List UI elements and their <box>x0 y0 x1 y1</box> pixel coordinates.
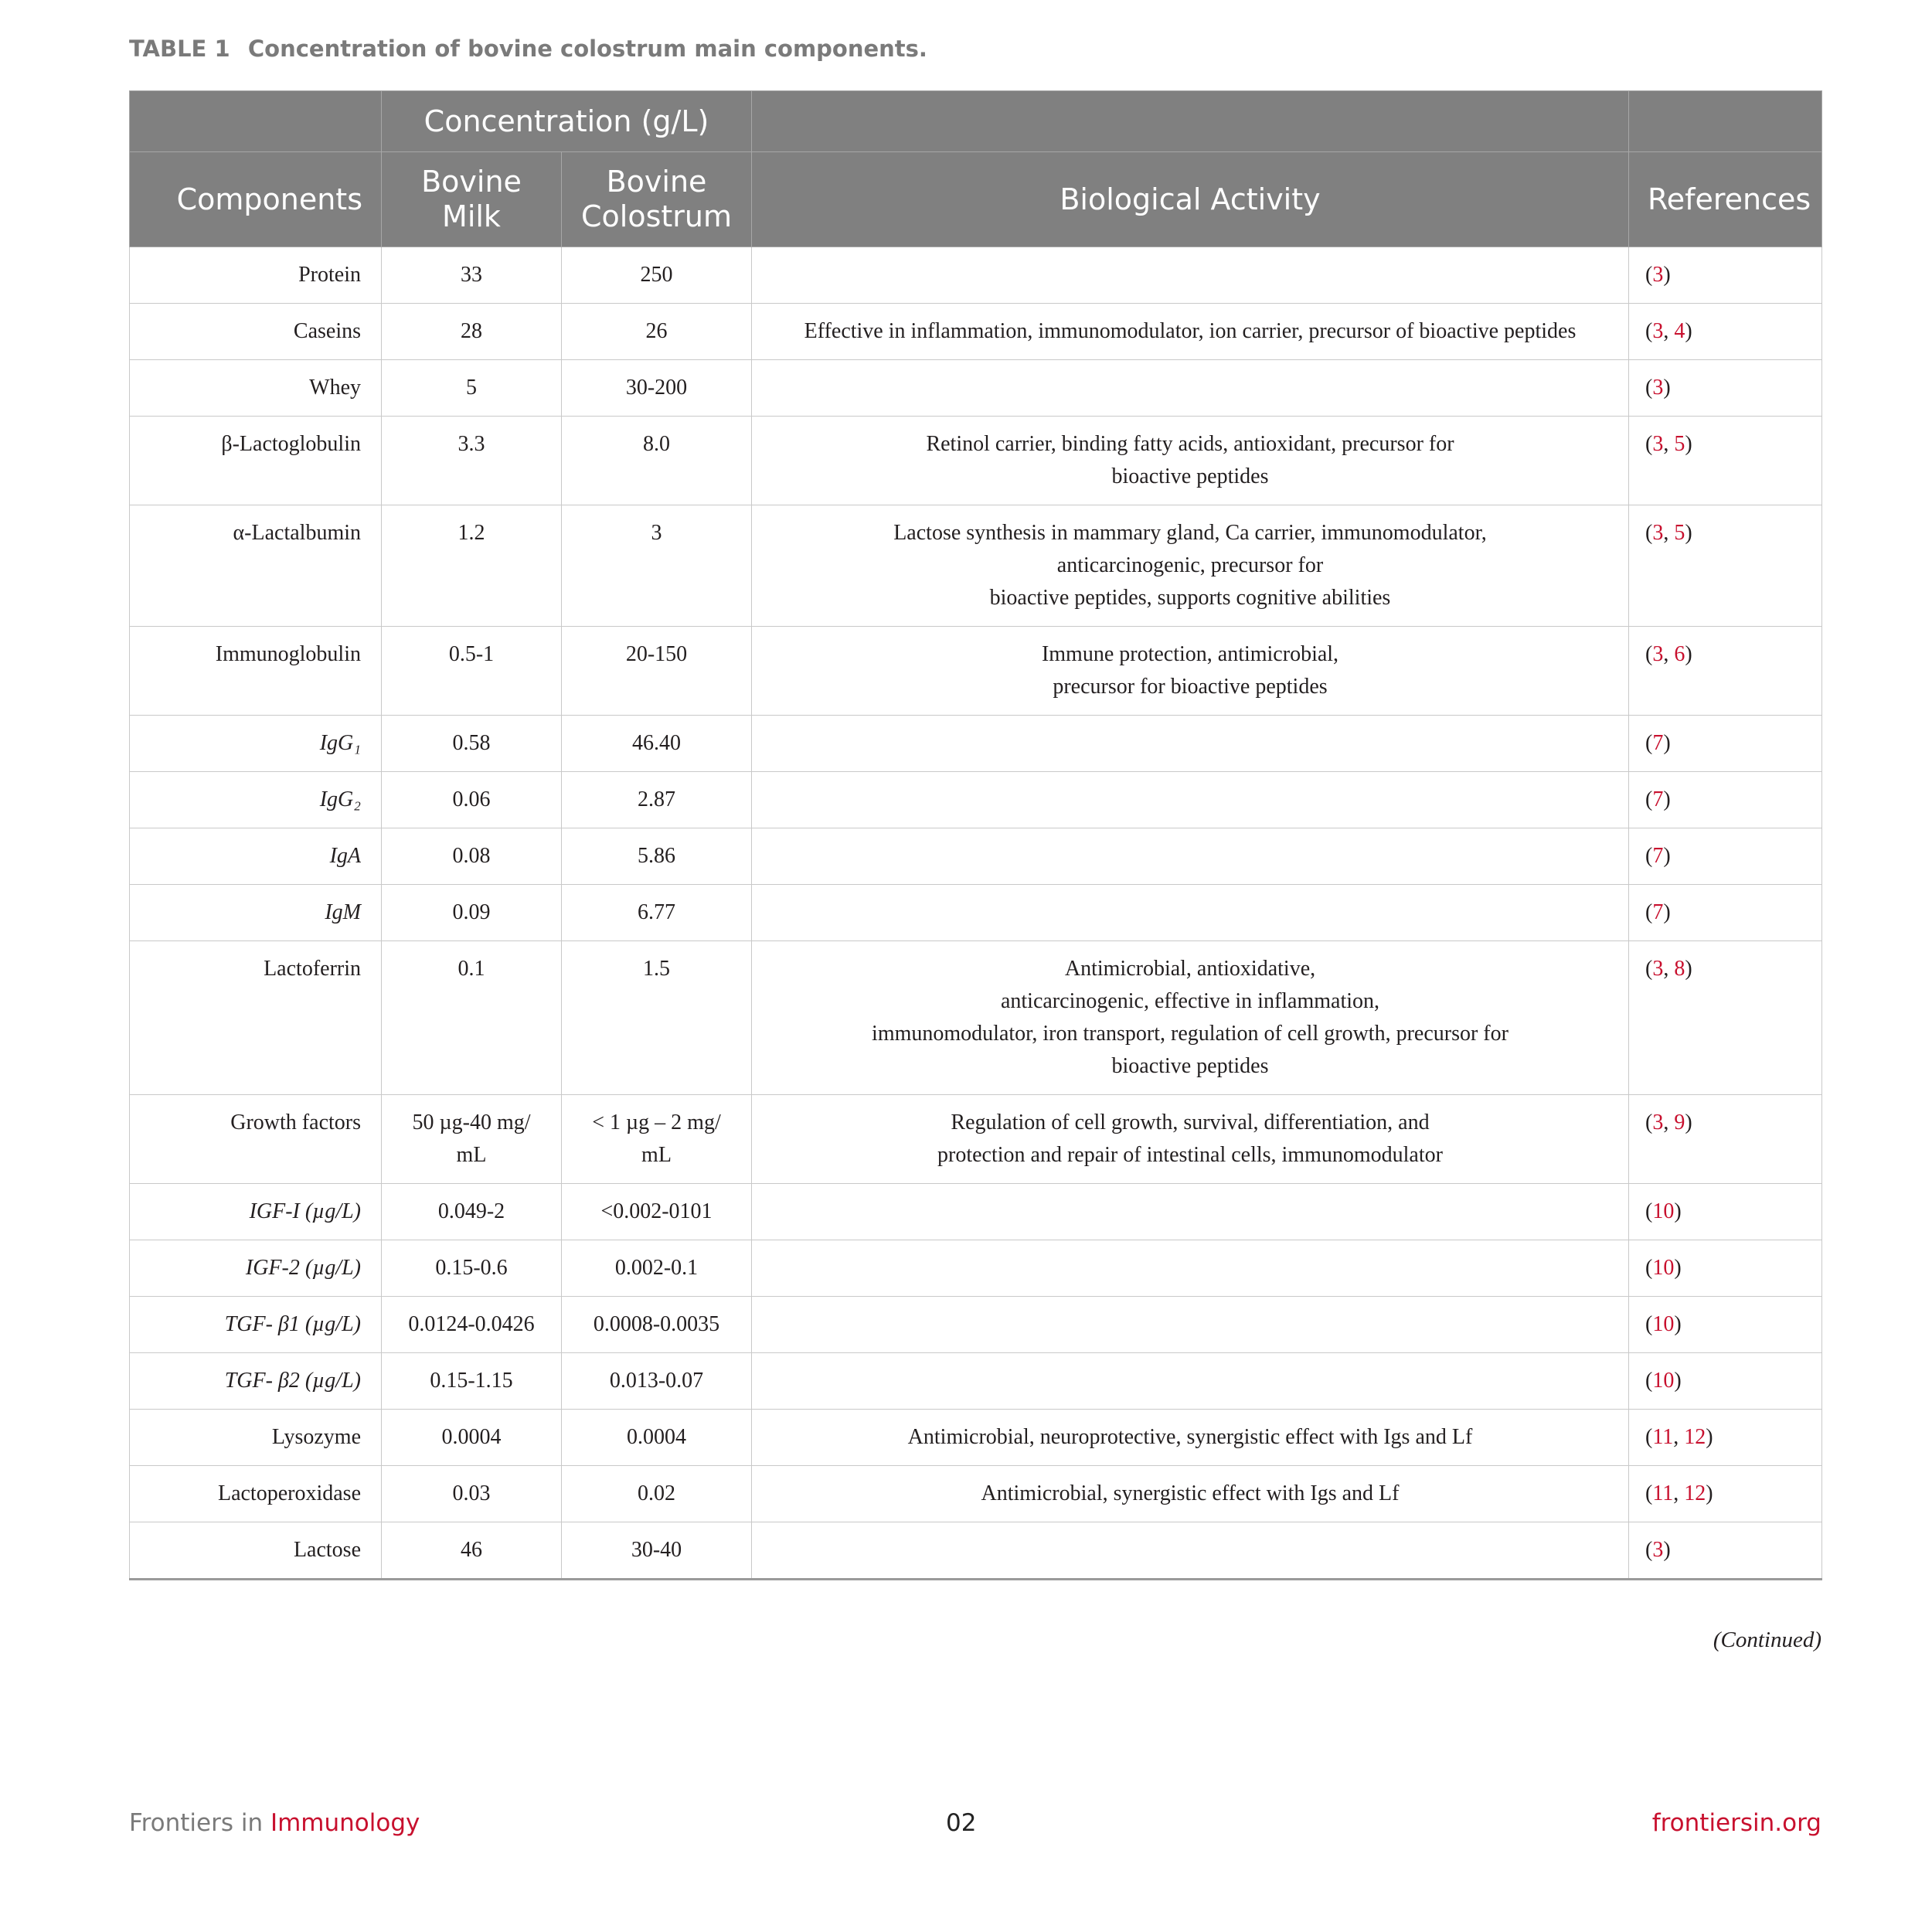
cell-colostrum: 0.0004 <box>562 1410 752 1466</box>
reference-link[interactable]: 4 <box>1674 319 1685 343</box>
cell-references: (3) <box>1629 1522 1822 1580</box>
cell-milk: 0.15-1.15 <box>382 1353 562 1410</box>
cell-references: (7) <box>1629 772 1822 828</box>
cell-component: Lactoferrin <box>130 941 382 1095</box>
cell-component: IgG₂ <box>130 772 382 828</box>
table-row <box>130 1240 1822 1297</box>
table-row <box>130 828 1822 885</box>
cell-component: TGF- β2 (µg/L) <box>130 1353 382 1410</box>
cell-colostrum: 0.002-0.1 <box>562 1240 752 1297</box>
header-references: References <box>1629 152 1822 247</box>
table-header <box>130 91 1822 247</box>
cell-activity: Immune protection, antimicrobial, precursor for bioactive peptides <box>752 627 1629 716</box>
reference-link[interactable]: 11 <box>1652 1481 1674 1505</box>
cell-component: IgA <box>130 828 382 885</box>
table-row <box>130 772 1822 828</box>
cell-component: Caseins <box>130 304 382 360</box>
reference-link[interactable]: 6 <box>1674 642 1685 666</box>
cell-references: (10) <box>1629 1240 1822 1297</box>
cell-activity <box>752 1297 1629 1353</box>
cell-activity <box>752 828 1629 885</box>
cell-colostrum: 8.0 <box>562 417 752 505</box>
cell-colostrum: 30-200 <box>562 360 752 417</box>
table-row <box>130 1095 1822 1184</box>
footer-site-link[interactable]: frontiersin.org <box>1651 1809 1821 1837</box>
cell-activity <box>752 1522 1629 1580</box>
cell-colostrum: 30-40 <box>562 1522 752 1580</box>
cell-activity <box>752 1240 1629 1297</box>
table-body <box>130 247 1822 1580</box>
cell-component: Lysozyme <box>130 1410 382 1466</box>
header-blank-components <box>130 91 382 152</box>
reference-link[interactable]: 5 <box>1674 521 1685 545</box>
cell-references: (3, 5) <box>1629 505 1822 627</box>
cell-references: (3, 5) <box>1629 417 1822 505</box>
header-blank-activity <box>752 91 1629 152</box>
cell-component: IgG₁ <box>130 716 382 772</box>
reference-link[interactable]: 7 <box>1652 844 1664 868</box>
table-row <box>130 360 1822 417</box>
reference-link[interactable]: 8 <box>1674 957 1685 981</box>
cell-component: Growth factors <box>130 1095 382 1184</box>
header-bovine-milk: Bovine Milk <box>382 152 562 247</box>
cell-component: IGF-2 (µg/L) <box>130 1240 382 1297</box>
header-components: Components <box>130 152 382 247</box>
cell-component: Protein <box>130 247 382 304</box>
cell-colostrum: <0.002-0101 <box>562 1184 752 1240</box>
cell-references: (7) <box>1629 885 1822 941</box>
cell-colostrum: 0.0008-0.0035 <box>562 1297 752 1353</box>
cell-component: TGF- β1 (µg/L) <box>130 1297 382 1353</box>
cell-activity <box>752 247 1629 304</box>
cell-milk: 0.09 <box>382 885 562 941</box>
cell-activity <box>752 1353 1629 1410</box>
cell-references: (3, 8) <box>1629 941 1822 1095</box>
cell-activity <box>752 360 1629 417</box>
cell-references: (3, 4) <box>1629 304 1822 360</box>
cell-milk: 0.0004 <box>382 1410 562 1466</box>
table-row <box>130 885 1822 941</box>
reference-link[interactable]: 3 <box>1652 1111 1664 1134</box>
cell-colostrum: 1.5 <box>562 941 752 1095</box>
cell-component: α-Lactalbumin <box>130 505 382 627</box>
cell-activity <box>752 716 1629 772</box>
table-row <box>130 1410 1822 1466</box>
table-caption <box>129 36 927 62</box>
cell-colostrum: 2.87 <box>562 772 752 828</box>
table-row <box>130 627 1822 716</box>
cell-milk: 0.58 <box>382 716 562 772</box>
cell-component: IGF-I (µg/L) <box>130 1184 382 1240</box>
reference-link[interactable]: 3 <box>1652 263 1664 287</box>
reference-link[interactable]: 3 <box>1652 1538 1664 1562</box>
cell-component: Whey <box>130 360 382 417</box>
cell-activity: Antimicrobial, antioxidative, anticarcinogenic, effective in inflammation, immunomodulator, iron transport, regulation of cell growth, precursor for bioactive peptides <box>752 941 1629 1095</box>
reference-link[interactable]: 9 <box>1674 1111 1685 1134</box>
cell-activity: Antimicrobial, synergistic effect with Igs and Lf <box>752 1466 1629 1522</box>
reference-link[interactable]: 7 <box>1652 900 1664 924</box>
cell-references: (10) <box>1629 1297 1822 1353</box>
footer-journal-prefix: Frontiers in <box>129 1809 264 1837</box>
cell-component: IgM <box>130 885 382 941</box>
cell-references: (3) <box>1629 360 1822 417</box>
footer-journal-name: Immunology <box>270 1809 420 1837</box>
cell-colostrum: 5.86 <box>562 828 752 885</box>
cell-colostrum: 46.40 <box>562 716 752 772</box>
table-caption-text: Concentration of bovine colostrum main components. <box>247 36 927 62</box>
page-number: 02 <box>946 1809 977 1837</box>
cell-activity <box>752 772 1629 828</box>
cell-milk: 33 <box>382 247 562 304</box>
cell-milk: 0.08 <box>382 828 562 885</box>
table-row <box>130 417 1822 505</box>
header-bovine-colostrum: Bovine Colostrum <box>562 152 752 247</box>
header-concentration: Concentration (g/L) <box>382 91 752 152</box>
cell-milk: 0.15-0.6 <box>382 1240 562 1297</box>
reference-link[interactable]: 3 <box>1652 521 1664 545</box>
table-row <box>130 1353 1822 1410</box>
table-row <box>130 1522 1822 1580</box>
reference-link[interactable]: 7 <box>1652 787 1664 811</box>
cell-references: (10) <box>1629 1353 1822 1410</box>
cell-milk: 46 <box>382 1522 562 1580</box>
cell-references: (11, 12) <box>1629 1466 1822 1522</box>
cell-activity: Regulation of cell growth, survival, differentiation, and protection and repair of intestinal cells, immunomodulator <box>752 1095 1629 1184</box>
cell-milk: 0.5-1 <box>382 627 562 716</box>
cell-colostrum: 3 <box>562 505 752 627</box>
reference-link[interactable]: 3 <box>1652 376 1664 400</box>
cell-references: (3, 9) <box>1629 1095 1822 1184</box>
cell-colostrum: 6.77 <box>562 885 752 941</box>
table-row <box>130 304 1822 360</box>
cell-colostrum: 0.02 <box>562 1466 752 1522</box>
cell-activity: Effective in inflammation, immunomodulator, ion carrier, precursor of bioactive peptides <box>752 304 1629 360</box>
cell-colostrum: 26 <box>562 304 752 360</box>
table-row <box>130 247 1822 304</box>
reference-link[interactable]: 10 <box>1652 1256 1675 1280</box>
reference-link[interactable]: 12 <box>1684 1425 1706 1449</box>
cell-milk: 50 µg-40 mg/ mL <box>382 1095 562 1184</box>
reference-link[interactable]: 3 <box>1652 432 1664 456</box>
components-table <box>129 90 1822 1580</box>
table-caption-label: TABLE 1 <box>129 36 230 62</box>
cell-component: Immunoglobulin <box>130 627 382 716</box>
reference-link[interactable]: 3 <box>1652 319 1664 343</box>
cell-component: Lactose <box>130 1522 382 1580</box>
reference-link[interactable]: 10 <box>1652 1312 1675 1336</box>
cell-references: (7) <box>1629 716 1822 772</box>
cell-milk: 0.1 <box>382 941 562 1095</box>
reference-link[interactable]: 7 <box>1652 731 1664 755</box>
cell-colostrum: 250 <box>562 247 752 304</box>
footer-journal[interactable] <box>129 1809 420 1837</box>
cell-milk: 0.06 <box>382 772 562 828</box>
cell-references: (7) <box>1629 828 1822 885</box>
table-row <box>130 716 1822 772</box>
cell-activity <box>752 885 1629 941</box>
cell-milk: 1.2 <box>382 505 562 627</box>
continued-note: (Continued) <box>1713 1628 1821 1652</box>
table-row <box>130 1297 1822 1353</box>
table-row <box>130 1466 1822 1522</box>
header-biological-activity: Biological Activity <box>752 152 1629 247</box>
table-row <box>130 1184 1822 1240</box>
cell-references: (11, 12) <box>1629 1410 1822 1466</box>
cell-activity <box>752 1184 1629 1240</box>
reference-link[interactable]: 5 <box>1674 432 1685 456</box>
reference-link[interactable]: 3 <box>1652 642 1664 666</box>
reference-link[interactable]: 10 <box>1652 1369 1675 1393</box>
cell-colostrum: 0.013-0.07 <box>562 1353 752 1410</box>
reference-link[interactable]: 10 <box>1652 1199 1675 1223</box>
reference-link[interactable]: 3 <box>1652 957 1664 981</box>
cell-component: Lactoperoxidase <box>130 1466 382 1522</box>
table-row <box>130 505 1822 627</box>
cell-milk: 0.0124-0.0426 <box>382 1297 562 1353</box>
cell-component: β-Lactoglobulin <box>130 417 382 505</box>
table-row <box>130 941 1822 1095</box>
cell-activity: Antimicrobial, neuroprotective, synergistic effect with Igs and Lf <box>752 1410 1629 1466</box>
cell-references: (3, 6) <box>1629 627 1822 716</box>
cell-references: (3) <box>1629 247 1822 304</box>
reference-link[interactable]: 11 <box>1652 1425 1674 1449</box>
cell-colostrum: 20-150 <box>562 627 752 716</box>
cell-milk: 0.049-2 <box>382 1184 562 1240</box>
cell-milk: 5 <box>382 360 562 417</box>
cell-milk: 3.3 <box>382 417 562 505</box>
cell-references: (10) <box>1629 1184 1822 1240</box>
cell-milk: 28 <box>382 304 562 360</box>
cell-milk: 0.03 <box>382 1466 562 1522</box>
cell-activity: Retinol carrier, binding fatty acids, antioxidant, precursor for bioactive peptides <box>752 417 1629 505</box>
header-blank-references <box>1629 91 1822 152</box>
cell-activity: Lactose synthesis in mammary gland, Ca carrier, immunomodulator, anticarcinogenic, precursor for bioactive peptides, supports cognitive abilities <box>752 505 1629 627</box>
cell-colostrum: < 1 µg – 2 mg/ mL <box>562 1095 752 1184</box>
reference-link[interactable]: 12 <box>1684 1481 1706 1505</box>
